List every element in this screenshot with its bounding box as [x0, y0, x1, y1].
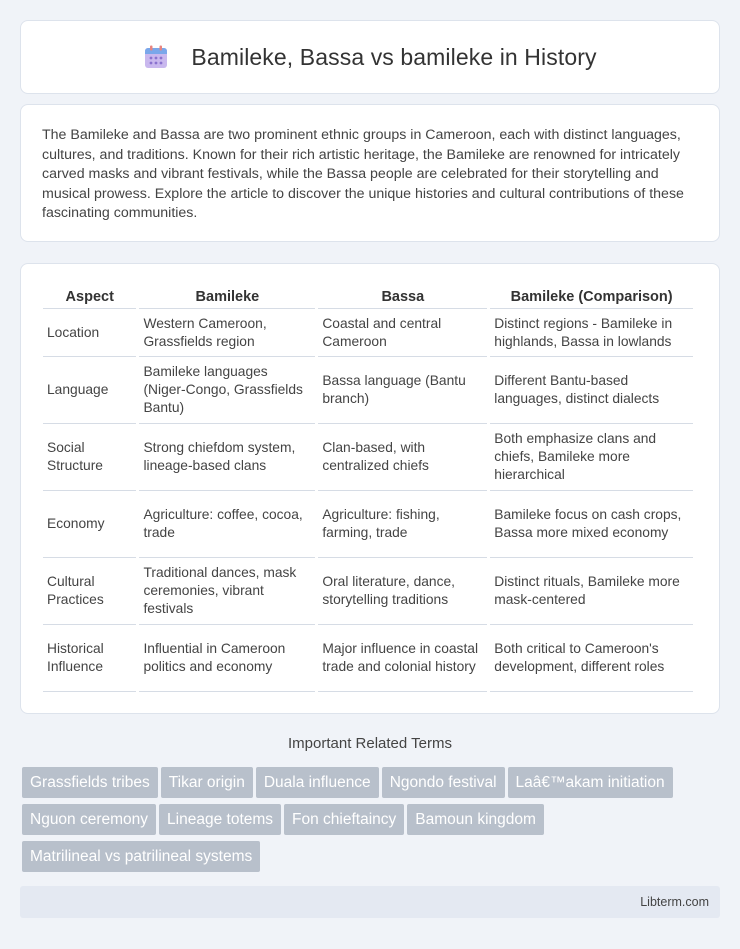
- cell-bassa: Oral literature, dance, storytelling traditions: [318, 558, 487, 625]
- cell-aspect: Historical Influence: [43, 625, 136, 692]
- cell-comparison: Distinct rituals, Bamileke more mask-centered: [490, 558, 693, 625]
- cell-bamileke: Strong chiefdom system, lineage-based clans: [139, 424, 315, 491]
- related-term-tag[interactable]: Bamoun kingdom: [407, 804, 544, 835]
- cell-comparison: Bamileke focus on cash crops, Bassa more mixed economy: [490, 491, 693, 558]
- cell-comparison: Distinct regions - Bamileke in highlands, Bassa in lowlands: [490, 309, 693, 357]
- intro-card: [20, 104, 720, 242]
- related-terms-title: Important Related Terms: [288, 735, 452, 752]
- cell-bassa: Clan-based, with centralized chiefs: [318, 424, 487, 491]
- cell-comparison: Different Bantu-based languages, distinct dialects: [490, 357, 693, 424]
- cell-bassa: Bassa language (Bantu branch): [318, 357, 487, 424]
- page-title: Bamileke, Bassa vs bamileke in History: [191, 43, 597, 70]
- comparison-card: [20, 263, 720, 714]
- header-bassa: Bassa: [318, 283, 487, 309]
- table-row: [43, 357, 693, 424]
- header-bamileke: Bamileke: [139, 283, 315, 309]
- cell-comparison: Both critical to Cameroon's development, different roles: [490, 625, 693, 692]
- related-term-tag[interactable]: Ngondo festival: [382, 767, 505, 798]
- cell-comparison: Both emphasize clans and chiefs, Bamileke more hierarchical: [490, 424, 693, 491]
- table-row: [43, 309, 693, 357]
- related-term-tag[interactable]: Grassfields tribes: [22, 767, 158, 798]
- cell-aspect: Language: [43, 357, 136, 424]
- table-row: [43, 558, 693, 625]
- related-term-tag[interactable]: Matrilineal vs patrilineal systems: [22, 841, 260, 872]
- table-header-row: [43, 283, 693, 309]
- cell-bassa: Coastal and central Cameroon: [318, 309, 487, 357]
- table-row: [43, 424, 693, 491]
- footer: [20, 886, 720, 918]
- cell-aspect: Economy: [43, 491, 136, 558]
- header-comparison: Bamileke (Comparison): [490, 283, 693, 309]
- cell-aspect: Location: [43, 309, 136, 357]
- footer-site-link[interactable]: Libterm.com: [640, 895, 709, 909]
- calendar-icon: [143, 44, 169, 70]
- comparison-table: [40, 283, 696, 692]
- cell-bassa: Major influence in coastal trade and colonial history: [318, 625, 487, 692]
- cell-bamileke: Traditional dances, mask ceremonies, vibrant festivals: [139, 558, 315, 625]
- intro-paragraph: The Bamileke and Bassa are two prominent ethnic groups in Cameroon, each with distinct languages, cultures, and traditions. Known for their rich artistic heritage, the Bamileke are renowned for intricately carved masks and vibrant festivals, while the Bassa people are celebrated for their storytelling and musical prowess. Explore the article to discover the unique histories and cultural contributions of these fascinating communities.: [42, 127, 684, 221]
- cell-aspect: Cultural Practices: [43, 558, 136, 625]
- cell-bassa: Agriculture: fishing, farming, trade: [318, 491, 487, 558]
- cell-bamileke: Agriculture: coffee, cocoa, trade: [139, 491, 315, 558]
- cell-aspect: Social Structure: [43, 424, 136, 491]
- related-terms-list: [22, 767, 722, 878]
- cell-bamileke: Influential in Cameroon politics and economy: [139, 625, 315, 692]
- related-term-tag[interactable]: Laâ€™akam initiation: [508, 767, 673, 798]
- related-term-tag[interactable]: Nguon ceremony: [22, 804, 156, 835]
- cell-bamileke: Western Cameroon, Grassfields region: [139, 309, 315, 357]
- header-aspect: Aspect: [43, 283, 136, 309]
- related-term-tag[interactable]: Lineage totems: [159, 804, 281, 835]
- table-row: [43, 491, 693, 558]
- cell-bamileke: Bamileke languages (Niger-Congo, Grassfields Bantu): [139, 357, 315, 424]
- related-term-tag[interactable]: Fon chieftaincy: [284, 804, 404, 835]
- related-term-tag[interactable]: Duala influence: [256, 767, 379, 798]
- title-card: [20, 20, 720, 94]
- related-term-tag[interactable]: Tikar origin: [161, 767, 253, 798]
- table-row: [43, 625, 693, 692]
